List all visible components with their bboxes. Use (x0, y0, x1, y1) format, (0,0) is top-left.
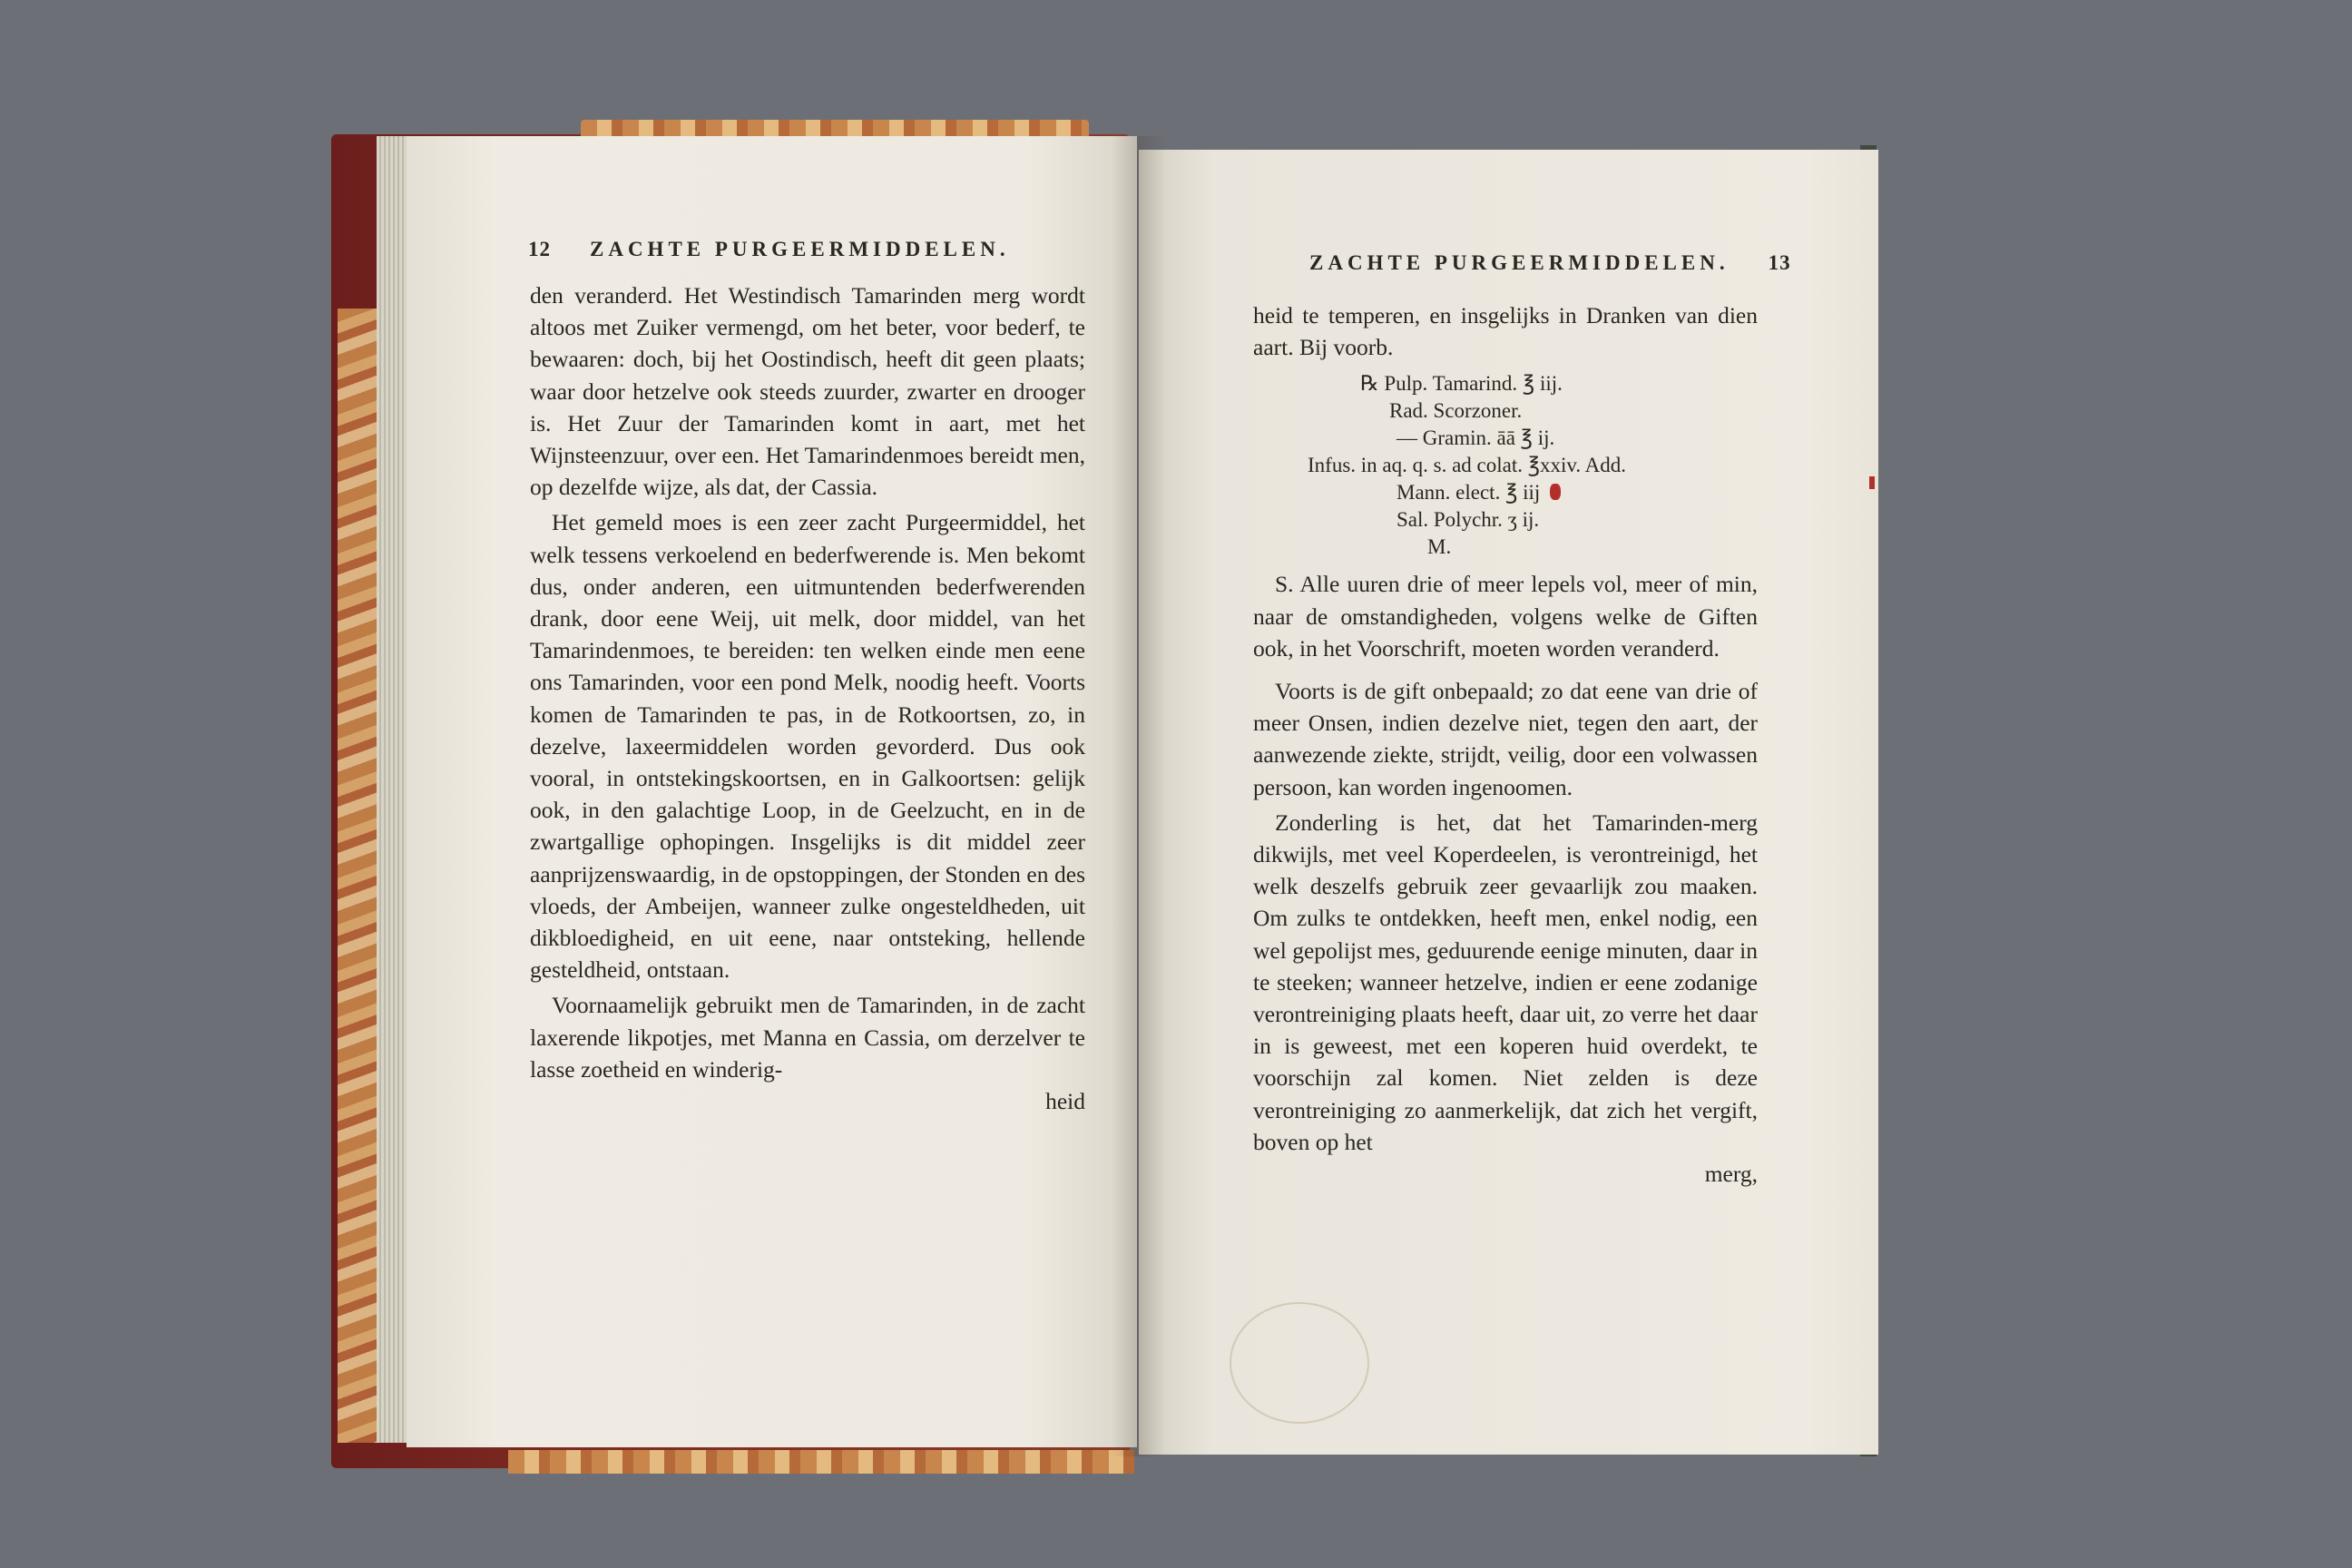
left-page-number: 12 (528, 238, 551, 260)
book-gutter (1112, 136, 1166, 1456)
recipe-line-3: — Gramin. āā ℥ ij. (1396, 426, 1555, 450)
right-paragraph-3: Zonderling is het, dat het Tamarinden-merg dikwijls, met veel Koperdeelen, is verontreinigd, het welk deszelfs gebruik zeer gevaarlijk zou maaken. Om zulks te ontdekken, heeft men, enkel nodig, een wel gepolijst mes, geduurende eenige minuten, daar in te steeken; wanneer hetzelve, indien er eene zodanige verontreiniging plaats heeft, daar uit, zo verre het daar in is geweest, met een koperen huid overdekt, te voorschijn zal komen. Niet zelden is deze verontreiniging zo aanmerkelijk, dat zich het vergift, boven op het (1253, 808, 1758, 1155)
recipe-line-7: M. (1427, 535, 1452, 559)
recipe-line-2: Rad. Scorzoner. (1389, 399, 1523, 423)
left-body-text (530, 279, 1085, 1117)
right-page (1139, 150, 1878, 1455)
left-paragraph-2: Het gemeld moes is een zeer zacht Purgeermiddel, het welk tessens verkoelend en bederfwerende is. Men bekomt dus, onder anderen, een uitmuntenden bederfwerenden drank, door eene Weij, uit melk, door middel, van het Tamarindenmoes, te bereiden: ten welken einde men eene ons Tamarinden, voor een pond Melk, noodig heeft. Voorts komen de Tamarinden te pas, in de Rotkoortsen, zo, in dezelve, laxeermiddelen worden gevorderd. Dus ook vooral, in ontstekingskoortsen, en in Galkoortsen: gelijk ook, in den galachtige Loop, in de Geelzucht, en in de zwartgallige ophopingen. Insgelijks is dit middel zeer aanprijzenswaardig, in de opstoppingen, der Stonden en des vloeds, der Ambeijen, wanneer zulke ongesteldheden, uit dikbloedigheid, en uit eene, naar ontsteking, hellende gesteldheid, ontstaan. (530, 509, 1085, 984)
right-paragraph-2: Voorts is de gift onbepaald; zo dat eene van drie of meer Onsen, indien dezelve niet, tegen den aart, der aanwezende ziekte, strijdt, veilig, door een volwassen persoon, kan worden ingenoomen. (1253, 678, 1758, 800)
left-paragraph-1: den veranderd. Het Westindisch Tamarinden merg wordt altoos met Zuiker vermengd, om het beter, voor bederf, te bewaaren: doch, bij het Oostindisch, heeft dit geen plaats; waar door hetzelve ook steeds zuurder, zwarter en drooger is. Het Zuur der Tamarinden komt in aart, met het Wijnsteenzuur, over een. Het Tamarindenmoes bereidt men, op dezelfde wijze, als dat, der Cassia. (530, 282, 1085, 501)
recipe-line-6: Sal. Polychr. ʒ ij. (1396, 508, 1540, 532)
cover-bottom-edge (508, 1450, 1134, 1474)
recipe-line-1: ℞ Pulp. Tamarind. ℥ iij. (1360, 372, 1563, 396)
recipe-block (1253, 370, 1758, 561)
recipe-line-5: Mann. elect. ℥ iij (1396, 481, 1541, 505)
red-ink-mark (1550, 484, 1561, 500)
right-page-number: 13 (1768, 251, 1791, 274)
left-paragraph-3: Voornaamelijk gebruikt men de Tamarinden, in de zacht laxerende likpotjes, met Manna en Cassia, om derzelver te lasse zoetheid en winderig- (530, 992, 1085, 1083)
right-body-text (1253, 299, 1758, 1190)
left-page (407, 136, 1137, 1447)
right-paragraph-1: S. Alle uuren drie of meer lepels vol, meer of min, naar de omstandigheden, volgens welke de Giften ook, in het Voorschrift, moeten worden veranderd. (1253, 571, 1758, 662)
right-catchword: merg, (1704, 1161, 1758, 1188)
right-running-head (1309, 251, 1799, 275)
red-edge-mark (1869, 476, 1875, 489)
water-stain (1230, 1302, 1369, 1424)
right-running-title: ZACHTE PURGEERMIDDELEN. (1309, 251, 1730, 274)
left-catchword: heid (1045, 1088, 1085, 1115)
left-running-head (528, 238, 1109, 261)
recipe-line-4: Infus. in aq. q. s. ad colat. ℥xxiv. Add. (1308, 454, 1626, 477)
left-running-title: ZACHTE PURGEERMIDDELEN. (590, 238, 1010, 260)
right-intro: heid te temperen, en insgelijks in Dranken van dien aart. Bij voorb. (1253, 302, 1758, 361)
